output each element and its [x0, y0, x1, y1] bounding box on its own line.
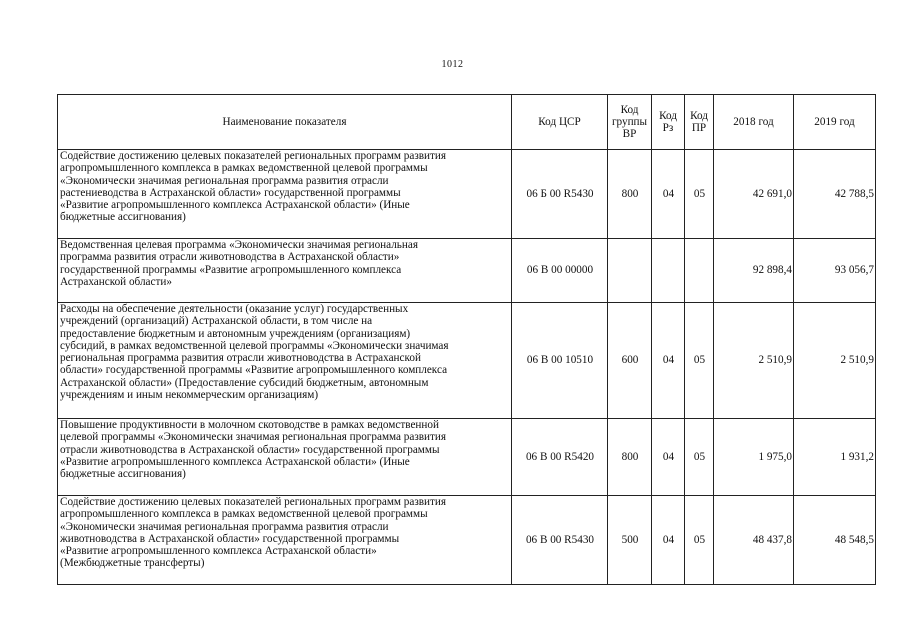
row-csr: 06 В 00 R5430 [512, 496, 608, 585]
row-2018: 1 975,0 [714, 419, 794, 496]
row-2019: 42 788,5 [794, 150, 876, 239]
row-csr: 06 В 00 10510 [512, 303, 608, 419]
row-vr [608, 239, 652, 303]
row-vr: 800 [608, 150, 652, 239]
row-vr: 800 [608, 419, 652, 496]
row-vr: 600 [608, 303, 652, 419]
row-name: Содействие достижению целевых показателей региональных программ развития агропромышленного комплекса в рамках ведомственной целевой программы «Экономически значимая региональная программа развития отрасли животноводства в Астраханской области» государственной программы «Развитие агропромышленного комплекса Астраханской области» (Межбюджетные трансферты) [58, 496, 512, 585]
row-2018: 92 898,4 [714, 239, 794, 303]
table-row [58, 239, 876, 303]
row-2019: 1 931,2 [794, 419, 876, 496]
row-2018: 48 437,8 [714, 496, 794, 585]
budget-table [57, 94, 876, 585]
header-name: Наименование показателя [58, 95, 512, 150]
row-name: Ведомственная целевая программа «Экономически значимая региональная программа развития отрасли животноводства в Астраханской области» государственной программы «Развитие агропромышленного комплекса Астраханской области» [58, 239, 512, 303]
row-pr: 05 [685, 303, 714, 419]
header-2019: 2019 год [794, 95, 876, 150]
page-number: 1012 [441, 59, 464, 70]
row-csr: 06 В 00 R5420 [512, 419, 608, 496]
row-pr: 05 [685, 150, 714, 239]
header-2018: 2018 год [714, 95, 794, 150]
table-row [58, 496, 876, 585]
row-vr: 500 [608, 496, 652, 585]
header-pr: Код ПР [685, 95, 714, 150]
header-rz: Код Рз [652, 95, 685, 150]
row-name: Повышение продуктивности в молочном скотоводстве в рамках ведомственной целевой программы «Экономически значимая региональная программа развития отрасли животноводства в Астраханской области» государственной программы «Развитие агропромышленного комплекса Астраханской области» (Иные бюджетные ассигнования) [58, 419, 512, 496]
header-csr: Код ЦСР [512, 95, 608, 150]
row-2019: 48 548,5 [794, 496, 876, 585]
row-rz: 04 [652, 419, 685, 496]
row-2018: 2 510,9 [714, 303, 794, 419]
row-name: Расходы на обеспечение деятельности (оказание услуг) государственных учреждений (организаций) Астраханской области, в том числе на предоставление бюджетным и автономным учреждениям (организациям) субсидий, в рамках ведомственной целевой программы «Экономически значимая региональная программа развития отрасли животноводства в Астраханской области» государственной программы «Развитие агропромышленного комплекса Астраханской области» (Предоставление субсидий бюджетным, автономным учреждениям и иным некоммерческим организациям) [58, 303, 512, 419]
row-2018: 42 691,0 [714, 150, 794, 239]
row-pr: 05 [685, 496, 714, 585]
row-csr: 06 В 00 00000 [512, 239, 608, 303]
table-header-row [58, 95, 876, 150]
row-rz [652, 239, 685, 303]
row-rz: 04 [652, 496, 685, 585]
row-pr: 05 [685, 419, 714, 496]
row-rz: 04 [652, 150, 685, 239]
row-csr: 06 Б 00 R5430 [512, 150, 608, 239]
row-rz: 04 [652, 303, 685, 419]
row-2019: 2 510,9 [794, 303, 876, 419]
table-row [58, 303, 876, 419]
table-row [58, 150, 876, 239]
row-name: Содействие достижению целевых показателей региональных программ развития агропромышленного комплекса в рамках ведомственной целевой программы «Экономически значимая региональная программа развития отрасли растениеводства в Астраханской области» государственной программы «Развитие агропромышленного комплекса Астраханской области» (Иные бюджетные ассигнования) [58, 150, 512, 239]
row-2019: 93 056,7 [794, 239, 876, 303]
header-vr: Код группы ВР [608, 95, 652, 150]
row-pr [685, 239, 714, 303]
table-row [58, 419, 876, 496]
